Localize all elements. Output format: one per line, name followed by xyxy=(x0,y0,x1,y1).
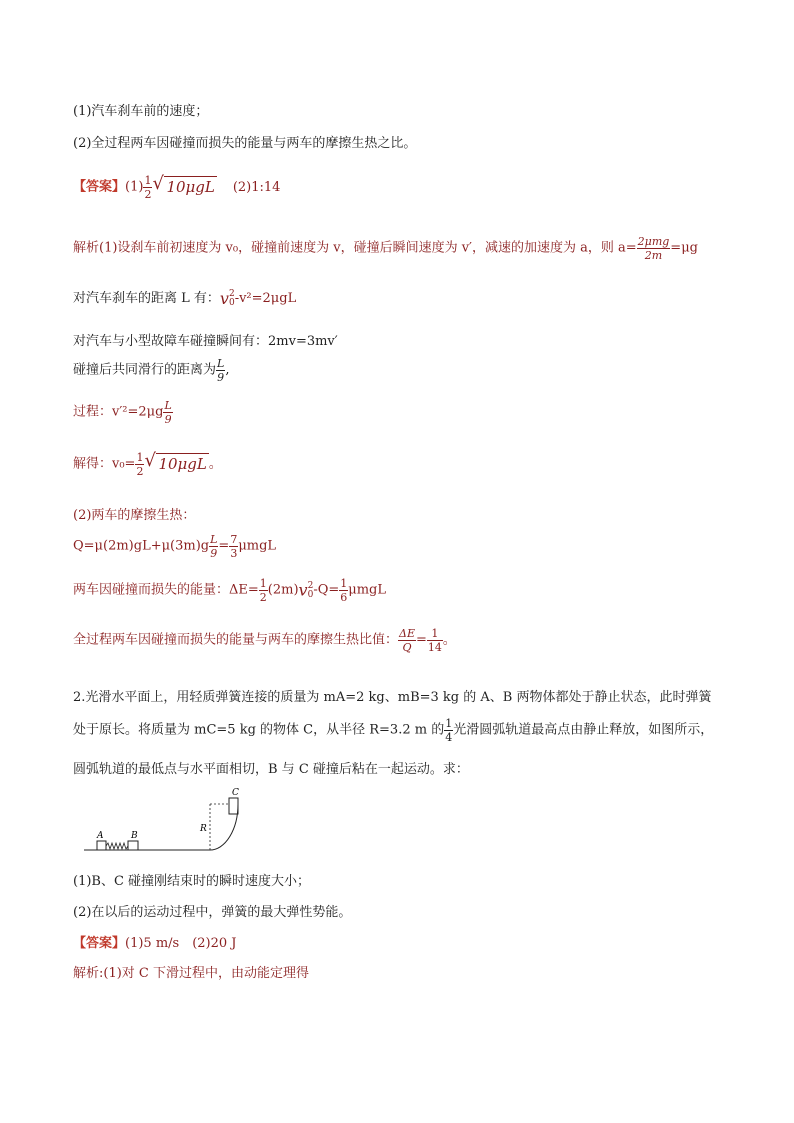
answer1-sqrt: √ 10μgL xyxy=(152,172,215,196)
sol1-energy-fraction1: $\frac{1}{2}$ xyxy=(259,577,267,604)
sol1-line4: 碰撞后共同滑行的距离为 $\frac{L}{9}$ , xyxy=(73,357,230,384)
sol2-line1: 解析:(1)对 C 下滑过程中，由动能定理得 xyxy=(73,966,310,981)
sol1-line1: 解析(1)设刹车前初速度为 v₀，碰撞前速度为 v，碰撞后瞬间速度为 v′，减速的加速度为 a，则 a= $\frac{\text{2μmg}}{2m}$ =μg xyxy=(73,235,698,262)
sol1-line3: 对汽车与小型故障车碰撞瞬间有：2mv=3mv′ xyxy=(73,334,338,349)
arc-track xyxy=(210,804,238,850)
sol1-line6: 解得：v₀= $\frac{1}{2}$ √ 10μgL 。 xyxy=(73,449,222,478)
label-a: A xyxy=(97,831,104,841)
block-b xyxy=(128,841,138,850)
sol1-heat-fraction1: $\frac{L}{9}$ xyxy=(210,533,218,560)
sol1-result-sqrt: √ 10μgL xyxy=(144,449,207,473)
q2-line2: 处于原长。将质量为 mC=5 kg 的物体 C，从半径 R=3.2 m 的 $\frac{1}{4}$ 光滑圆弧轨道最高点由静止释放，如图所示， xyxy=(73,717,714,744)
sol1-line9: 两车因碰撞而损失的能量：ΔE= $\frac{1}{2}$ (2m)v 2 0 -Q= $\frac{1}{6}$ μmgL xyxy=(73,577,386,604)
sol1-process-fraction: $\frac{L}{9}$ xyxy=(164,399,172,426)
spring xyxy=(106,843,128,849)
sol1-heat-fraction2: $\frac{7}{3}$ xyxy=(230,533,238,560)
sol1-energy-fraction2: $\frac{1}{6}$ xyxy=(340,577,348,604)
sol1-accel-fraction: $\frac{\text{2μmg}}{2m}$ xyxy=(637,235,670,262)
answer2-text: (1)5 m/s (2)20 J xyxy=(125,936,237,951)
answer1-fraction: $\frac{1}{2}$ xyxy=(144,174,152,201)
sol1-result-fraction: $\frac{1}{2}$ xyxy=(136,451,144,478)
answer-tag: 【答案】 xyxy=(73,179,126,195)
label-c: C xyxy=(232,788,239,798)
answer2-tag: 【答案】 xyxy=(73,936,126,951)
sol1-line10: 全过程两车因碰撞而损失的能量与两车的摩擦生热比值： $\frac{\Delta E}{Q}$ = $\frac{1}{14}$ 。 xyxy=(73,627,456,654)
label-r: R xyxy=(200,824,207,834)
q2-quarter-fraction: $\frac{1}{4}$ xyxy=(445,717,453,744)
sol1-distance-fraction: $\frac{L}{9}$ xyxy=(217,357,225,384)
sol1-ratio-fraction1: $\frac{\Delta E}{Q}$ xyxy=(399,627,415,654)
answer1-line xyxy=(73,172,281,209)
q1-sub1: (1)汽车刹车前的速度； xyxy=(73,104,209,119)
sol1-line8: Q=μ(2m)gL+μ(3m)g $\frac{L}{9}$ = $\frac{7}{3}$ μmgL xyxy=(73,533,277,560)
q2-line3: 圆弧轨道的最低点与水平面相切，B 与 C 碰撞后粘在一起运动。求： xyxy=(73,762,469,777)
q2-sub1: (1)B、C 碰撞刚结束时的瞬时速度大小； xyxy=(73,874,311,889)
sol1-line7: (2)两车的摩擦生热： xyxy=(73,508,196,523)
answer1-part1-prefix: (1) xyxy=(125,179,144,195)
block-a xyxy=(97,841,106,850)
answer1-part2: (2)1:14 xyxy=(232,179,281,195)
q2-figure xyxy=(84,786,264,852)
q2-line1: 2.光滑水平面上，用轻质弹簧连接的质量为 mA=2 kg、mB=3 kg 的 A、B 两物体都处于静止状态，此时弹簧 xyxy=(73,690,712,705)
sol1-ratio-fraction2: $\frac{1}{14}$ xyxy=(427,627,442,654)
label-b: B xyxy=(131,831,138,841)
answer2-line xyxy=(73,936,237,952)
sol1-line5: 过程：v′²=2μg $\frac{L}{9}$ xyxy=(73,399,172,426)
q2-sub2: (2)在以后的运动过程中，弹簧的最大弹性势能。 xyxy=(73,905,352,920)
q1-sub2: (2)全过程两车因碰撞而损失的能量与两车的摩擦生热之比。 xyxy=(73,136,417,151)
sol1-line2: 对汽车刹车的距离 L 有：v 2 0 -v²=2μgL xyxy=(73,289,297,308)
block-c xyxy=(229,798,238,814)
